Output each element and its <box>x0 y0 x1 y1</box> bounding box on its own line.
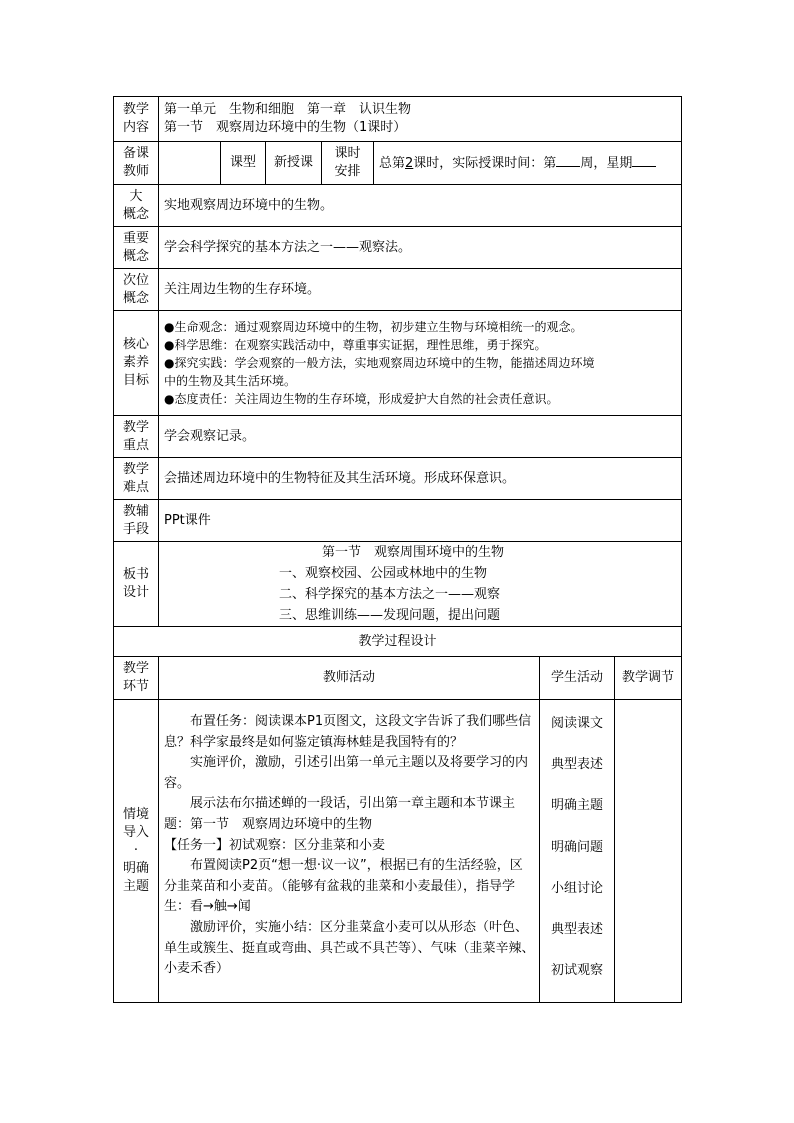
teacher-paragraph: 激励评价，实施小结：区分韭菜盒小麦可以从形态（叶色、单生或簇生、挺直或弯曲、具芒或不具芒等）、气味（韭菜辛辣、小麦禾香） <box>164 919 535 977</box>
student-activity-item: 初试观察 <box>550 963 603 979</box>
teaching-content <box>159 97 682 142</box>
header-student-activity: 学生活动 <box>540 657 615 700</box>
label-sub-concept: 次位 概念 <box>114 269 159 311</box>
row-prep <box>114 142 682 185</box>
content-line-unit: 第一单元 生物和细胞 第一章 认识生物 <box>164 102 412 117</box>
teaching-aids: PPt课件 <box>159 500 682 542</box>
core-item: ●探究实践：学会观察的一般方法，实地观察周边环境中的生物，能描述周边环境 <box>164 356 595 370</box>
content-line-section: 第一节 观察周边环境中的生物（1课时） <box>164 120 407 135</box>
label-prep-teacher: 备课 教师 <box>114 142 159 185</box>
student-activity <box>540 700 615 1003</box>
board-design <box>159 542 682 627</box>
core-item: ●科学思维：在观察实践活动中，尊重事实证据，理性思维，勇于探究。 <box>164 338 547 352</box>
label-focus: 教学 重点 <box>114 416 159 458</box>
label-big-concept: 大 概念 <box>114 185 159 227</box>
core-item: 中的生物及其生活环境。 <box>164 374 297 388</box>
row-key-concept <box>114 227 682 269</box>
header-stage: 教学 环节 <box>114 657 159 700</box>
core-literacy-goals <box>159 311 682 416</box>
label-board: 板书 设计 <box>114 542 159 627</box>
key-concept: 学会科学探究的基本方法之一——观察法。 <box>159 227 682 269</box>
student-activity-item: 明确主题 <box>550 798 603 814</box>
label-key-concept: 重要 概念 <box>114 227 159 269</box>
row-difficulty <box>114 458 682 500</box>
row-sub-concept <box>114 269 682 311</box>
teacher-paragraph: 实施评价，激励，引述引出第一单元主题以及将要学习的内容。 <box>164 755 529 791</box>
header-adjustment: 教学调节 <box>615 657 682 700</box>
sub-concept: 关注周边生物的生存环境。 <box>159 269 682 311</box>
teacher-activity <box>159 700 540 1003</box>
prep-teacher-value <box>159 142 221 185</box>
label-aids: 教辅 手段 <box>114 500 159 542</box>
header-teacher-activity: 教师活动 <box>159 657 540 700</box>
core-item: ●生命观念：通过观察周边环境中的生物，初步建立生物与环境相统一的观念。 <box>164 320 583 334</box>
teacher-paragraph: 布置任务：阅读课本P1页图文，这段文字告诉了我们哪些信息？科学家最终是如何鉴定镇海林蛙是我国特有的？ <box>164 714 532 750</box>
student-activity-item: 典型表述 <box>550 921 603 937</box>
board-line: 三、思维训练——发现问题，提出问题 <box>279 608 501 623</box>
student-activity-item: 典型表述 <box>550 757 603 773</box>
student-activity-item: 明确问题 <box>550 839 603 855</box>
row-process-title <box>114 627 682 657</box>
teaching-focus: 学会观察记录。 <box>159 416 682 458</box>
row-teaching-content <box>114 97 682 142</box>
lesson-plan-table <box>113 96 682 1003</box>
row-process-header <box>114 657 682 700</box>
row-big-concept <box>114 185 682 227</box>
core-item: ●态度责任：关注周边生物的生存环境，形成爱护大自然的社会责任意识。 <box>164 392 559 406</box>
label-lesson-type: 课型 <box>221 142 266 185</box>
row-board <box>114 542 682 627</box>
process-title: 教学过程设计 <box>114 627 682 657</box>
board-line: 二、科学探究的基本方法之一——观察 <box>279 587 501 602</box>
task-heading: 【任务一】初试观察：区分韭菜和小麦 <box>164 837 386 853</box>
blank-week <box>556 154 580 167</box>
lesson-type-value: 新授课 <box>266 142 322 185</box>
teacher-paragraph: 布置阅读P2页“想一想·议一议”，根据已有的生活经验，区分韭菜苗和小麦苗。（能够有盆栽的韭菜和小麦最佳），指导学生：看→触→闻 <box>164 858 523 915</box>
label-schedule: 课时 安排 <box>322 142 374 185</box>
label-core-literacy: 核心 素养 目标 <box>114 311 159 416</box>
board-line: 一、观察校园、公园或林地中的生物 <box>279 566 488 581</box>
row-aids <box>114 500 682 542</box>
schedule-value: 总第2课时，实际授课时间：第 周，星期 <box>374 142 682 185</box>
label-stage-intro: 情境 导入 · 明确 主题 <box>114 700 159 1003</box>
big-concept: 实地观察周边环境中的生物。 <box>159 185 682 227</box>
student-activity-item: 阅读课文 <box>550 716 603 731</box>
label-difficulty: 教学 难点 <box>114 458 159 500</box>
schedule-lesson-number: 2 <box>405 155 414 171</box>
student-activity-item: 小组讨论 <box>550 880 603 896</box>
board-title: 第一节 观察周围环境中的生物 <box>322 545 505 560</box>
teaching-difficulty: 会描述周边环境中的生物特征及其生活环境。形成环保意识。 <box>159 458 682 500</box>
label-teaching-content: 教学 内容 <box>114 97 159 142</box>
blank-weekday <box>632 154 656 167</box>
row-core-literacy <box>114 311 682 416</box>
teacher-paragraph: 展示法布尔描述蝉的一段话，引出第一章主题和本节课主题：第一节 观察周边环境中的生物 <box>164 796 516 832</box>
adjustment-cell <box>615 700 682 1003</box>
row-process-content <box>114 700 682 1003</box>
row-focus <box>114 416 682 458</box>
